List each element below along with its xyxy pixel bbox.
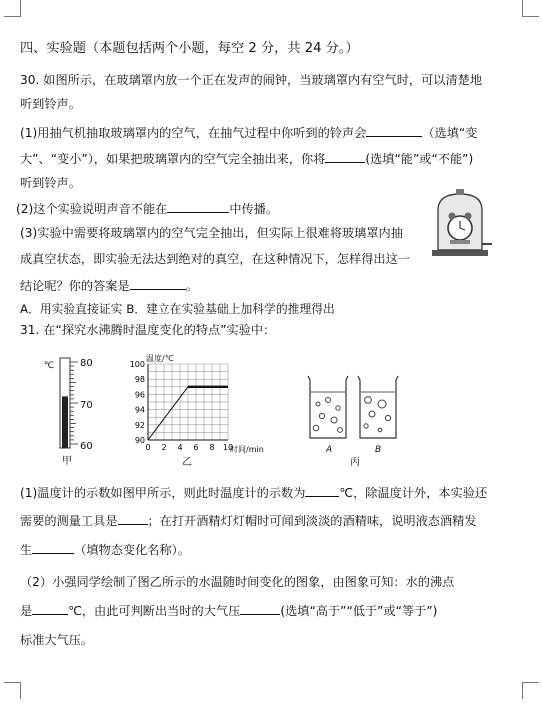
jar-base	[432, 250, 488, 256]
q31-part2-line3: 标准大气压。	[20, 633, 94, 647]
figure-caption-yi: 乙	[182, 457, 192, 468]
beaker-a	[308, 376, 348, 455]
thermometer-figure	[40, 352, 110, 467]
temperature-time-chart	[118, 352, 268, 470]
chart-y-tick-label: 90	[134, 436, 145, 445]
bubble	[378, 400, 386, 408]
q30-part1-line2: 大”、“变小”），如果把玻璃罩内的空气完全抽出来，你将 (选填“能”或“不能”)	[20, 152, 474, 166]
chart-x-axis-label: 时间/min	[230, 445, 264, 454]
chart-x-tick-label: 2	[161, 443, 167, 452]
figure-caption-jia: 甲	[62, 456, 72, 467]
answer-blank[interactable]	[32, 541, 74, 554]
answer-blank[interactable]	[305, 484, 339, 497]
answer-blank[interactable]	[167, 200, 229, 213]
q31-part2-line1: （2）小强同学绘制了图乙所示的水温随时间变化的图象，由图象可知：水的沸点	[20, 575, 455, 589]
page-corner-top-left	[4, 0, 21, 17]
chart-x-tick-label: 4	[177, 443, 183, 452]
q30-part1-line1: (1)用抽气机抽取玻璃罩内的空气，在抽气过程中你听到的铃声会 （选填“变	[20, 126, 478, 140]
answer-blank[interactable]	[130, 277, 186, 290]
beaker-b-glass	[358, 376, 398, 438]
thermometer-label-60: 60	[80, 441, 93, 452]
q30-part3-line1: (3)实验中需要将玻璃罩内的空气完全抽出，但实际上很难将玻璃罩内抽	[20, 226, 403, 240]
bubble	[385, 415, 390, 420]
bubble	[365, 397, 372, 404]
chart-x-tick-label: 8	[209, 443, 215, 452]
chart-y-tick-label: 92	[134, 420, 145, 430]
q30-part2: (2)这个实验说明声音不能在 中传播。	[16, 202, 279, 216]
section-title: 四、实验题（本题包括两个小题，每空 2 分，共 24 分。）	[20, 41, 359, 56]
q31-part2-line2: 是 ℃，由此可判断出当时的大气压 (选填“高于”“低于”或“等于”)	[20, 604, 438, 618]
bubble	[369, 411, 375, 417]
q31-part1-line1: (1)温度计的示数如图甲所示，则此时温度计的示数为 ℃，除温度计外，本实验还	[20, 486, 488, 500]
beaker-label-a: A	[326, 445, 333, 455]
bubble	[338, 428, 343, 433]
bubble	[331, 417, 337, 423]
bubble	[326, 398, 331, 403]
answer-blank[interactable]	[366, 124, 422, 137]
chart-x-tick-label: 0	[145, 443, 151, 452]
bubble	[313, 425, 319, 431]
bell-jar-alarm-clock-figure	[428, 188, 492, 262]
chart-y-tick-labels	[130, 360, 145, 445]
q31-part1-line2: 需要的测量工具是 ；在打开酒精灯灯帽时可闻到淡淡的酒精味，说明液态酒精发	[20, 514, 477, 528]
figure-caption-bing: 丙	[350, 457, 360, 468]
clock-bell-right	[465, 213, 472, 220]
chart-y-axis-label: 温度/℃	[146, 354, 174, 363]
bubble	[319, 413, 324, 418]
bubble	[316, 402, 320, 406]
answer-blank[interactable]	[118, 512, 148, 525]
beaker-label-b: B	[375, 445, 382, 455]
chart-y-tick-label: 94	[134, 405, 145, 415]
chart-y-tick-label: 98	[134, 375, 145, 385]
q30-part3-line2: 成真空状态，即实验无法达到绝对的真空，在这种情况下，怎样得出这一	[20, 252, 410, 266]
chart-y-tick-label: 100	[129, 360, 145, 369]
thermometer-unit: ℃	[44, 361, 55, 371]
q30-stem-cont: 听到铃声。	[20, 97, 81, 111]
bubble	[364, 424, 368, 428]
clock-bell-left	[449, 213, 456, 220]
bubble	[378, 428, 382, 432]
page-corner-bottom-right	[522, 682, 539, 699]
q30-options: A．用实验直接证实 B．建立在实验基础上加科学的推理得出	[20, 302, 335, 316]
q31-stem: 31. 在“探究水沸腾时温度变化的特点”实验中：	[20, 323, 276, 337]
beakers-figure	[300, 352, 410, 470]
chart-x-tick-labels	[145, 443, 233, 452]
chart-x-tick-label: 10	[222, 443, 234, 452]
beaker-b	[358, 376, 398, 455]
bubble	[336, 406, 340, 410]
chart-x-tick-label: 6	[193, 443, 199, 452]
page-corner-top-right	[522, 0, 539, 17]
q30-part3-line3: 结论呢？你的答案是 。	[20, 279, 198, 293]
jar-knob	[456, 189, 464, 195]
clock-stand	[450, 240, 470, 244]
chart-y-tick-label: 96	[134, 390, 145, 400]
q30-stem: 30. 如图所示，在玻璃罩内放一个正在发声的闹钟，当玻璃罩内有空气时，可以清楚地	[20, 73, 483, 87]
answer-blank[interactable]	[32, 602, 68, 615]
q31-part1-line3: 生 （填物态变化名称）。	[20, 543, 190, 557]
thermometer-label-70: 70	[80, 400, 93, 411]
q30-part1-line3: 听到铃声。	[20, 176, 81, 190]
chart-grid	[148, 364, 228, 440]
page-corner-bottom-left	[4, 682, 21, 699]
thermometer-label-80: 80	[80, 358, 93, 369]
answer-blank[interactable]	[240, 602, 280, 615]
answer-blank[interactable]	[325, 150, 365, 163]
thermometer-scale	[70, 362, 78, 444]
thermometer-liquid-column	[62, 396, 68, 448]
